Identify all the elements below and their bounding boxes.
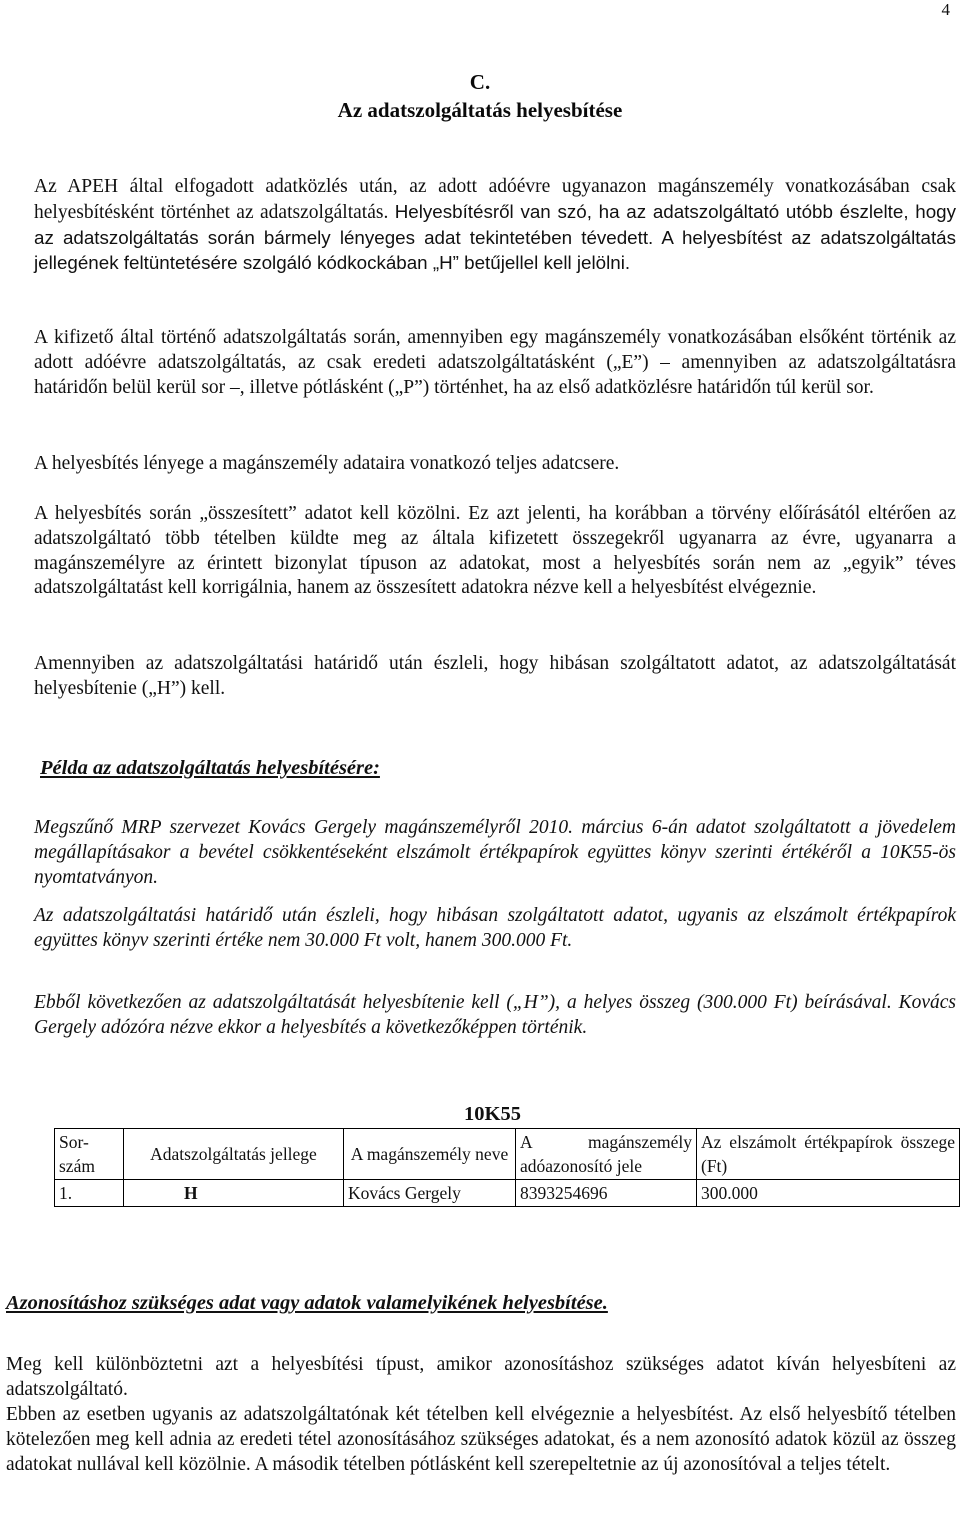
paragraph-5: Amennyiben az adatszolgáltatási határidő után észleli, hogy hibásan szolgáltatott adatot, az adatszolgáltatását helyesbítenie („H”) kell.: [34, 653, 956, 699]
section-2-title: Azonosításhoz szükséges adat vagy adatok valamelyikének helyesbítése.: [6, 1292, 608, 1314]
paragraph-2: A kifizető által történő adatszolgáltatás során, amennyiben egy magánszemély vonatkozásában elsőként történik az adott adóévre adatszolgáltatás, az csak eredeti adatszolgáltatásként („E”) – amennyiben az adatszolgáltatásra határidőn belül kerül sor –, illetve pótlásként („P”) történhet, ha az első adatközlésre határidőn túl kerül sor.: [34, 327, 956, 398]
cell-data-type: H: [124, 1180, 344, 1207]
paragraph-1: [34, 175, 956, 277]
paragraph-4: A helyesbítés során „összesített” adatot kell közölni. Ez azt jelenti, ha korábban a törvény előírásától eltérően az adatszolgáltató több tételben küldte meg az általa kifizetett összegekről ugyanarra az évre, ugyanarra a magánszemélyre az érintett bizonylat típuson az adatokat, most a helyesbítés során nem az „egyik” téves adatszolgáltatást kell korrigálnia, hanem az összesített adatokra nézve kell a helyesbítést elvégeznie.: [34, 503, 956, 599]
example-title: Példa az adatszolgáltatás helyesbítésére:: [40, 757, 380, 779]
example-paragraph-1: Megszűnő MRP szervezet Kovács Gergely magánszemélyről 2010. március 6-án adatot szolgáltatott a jövedelem megállapításakor a bevétel csökkentéseként elszámolt értékpapírok együttes könyv szerinti értékéről a 10K55-ös nyomtatványon.: [34, 817, 956, 888]
paragraph-1-serif: Az APEH által elfogadott adatközlés után, az adott adóévre ugyanazon magánszemély vonatkozásában csak helyesbítésként történhet az adatszolgáltatás.: [34, 176, 956, 223]
cell-tax-id: 8393254696: [516, 1180, 697, 1207]
header-row-number: Sor-szám: [55, 1129, 124, 1180]
header-data-type: Adatszolgáltatás jellege: [124, 1129, 344, 1180]
form-data-row: [55, 1180, 960, 1207]
header-tax-id: A magánszemély adóazonosító jele: [516, 1129, 697, 1180]
header-person-name: A magánszemély neve: [344, 1129, 516, 1180]
example-paragraph-3: Ebből következően az adatszolgáltatását helyesbítenie kell („H”), a helyes összeg (300.000 Ft) beírásával. Kovács Gergely adózóra nézve ekkor a helyesbítés a következőképpen történik.: [34, 992, 956, 1038]
cell-amount: 300.000: [697, 1180, 960, 1207]
header-amount: Az elszámolt értékpapírok összege (Ft): [697, 1129, 960, 1180]
paragraph-1-sans: Helyesbítésről van szó, ha az adatszolgáltató utóbb észlelte, hogy az adatszolgáltatás során bármely lényeges adat tekintetében tévedett. A helyesbítést az adatszolgáltatás jellegének feltüntetésére szolgáló kódkockában „H” betűjellel kell jelölni.: [34, 200, 956, 274]
form-header-row: [55, 1129, 960, 1180]
form-title: 10K55: [464, 1103, 521, 1125]
section-letter: C.: [469, 70, 491, 94]
cell-person-name: Kovács Gergely: [344, 1180, 516, 1207]
section-2-paragraph-1: Meg kell különböztetni azt a helyesbítési típust, amikor azonosításhoz szükséges adatot kíván helyesbíteni az adatszolgáltató.: [6, 1354, 956, 1400]
paragraph-3: A helyesbítés lényege a magánszemély adataira vonatkozó teljes adatcsere.: [34, 453, 620, 474]
section-2-paragraph-2: Ebben az esetben ugyanis az adatszolgáltatónak két tételben kell elvégeznie a helyesbítést. Az első helyesbítő tételben kötelezően meg kell adnia az eredeti tétel azonosításához szükséges adatokat, és a nem azonosító adatok közül az összeg adatokat nullával kell közölnie. A második tételben pótlásként kell szerepeltetnie az új azonosítóval a teljes tételt.: [6, 1404, 956, 1475]
example-paragraph-2: Az adatszolgáltatási határidő után észleli, hogy hibásan szolgáltatott adatot, ugyanis az elszámolt értékpapírok együttes könyv szerinti értéke nem 30.000 Ft volt, hanem 300.000 Ft.: [34, 905, 956, 951]
cell-row-number: 1.: [55, 1180, 124, 1207]
form-table: [54, 1128, 960, 1207]
page-number: 4: [941, 0, 950, 19]
section-title: Az adatszolgáltatás helyesbítése: [337, 98, 623, 122]
